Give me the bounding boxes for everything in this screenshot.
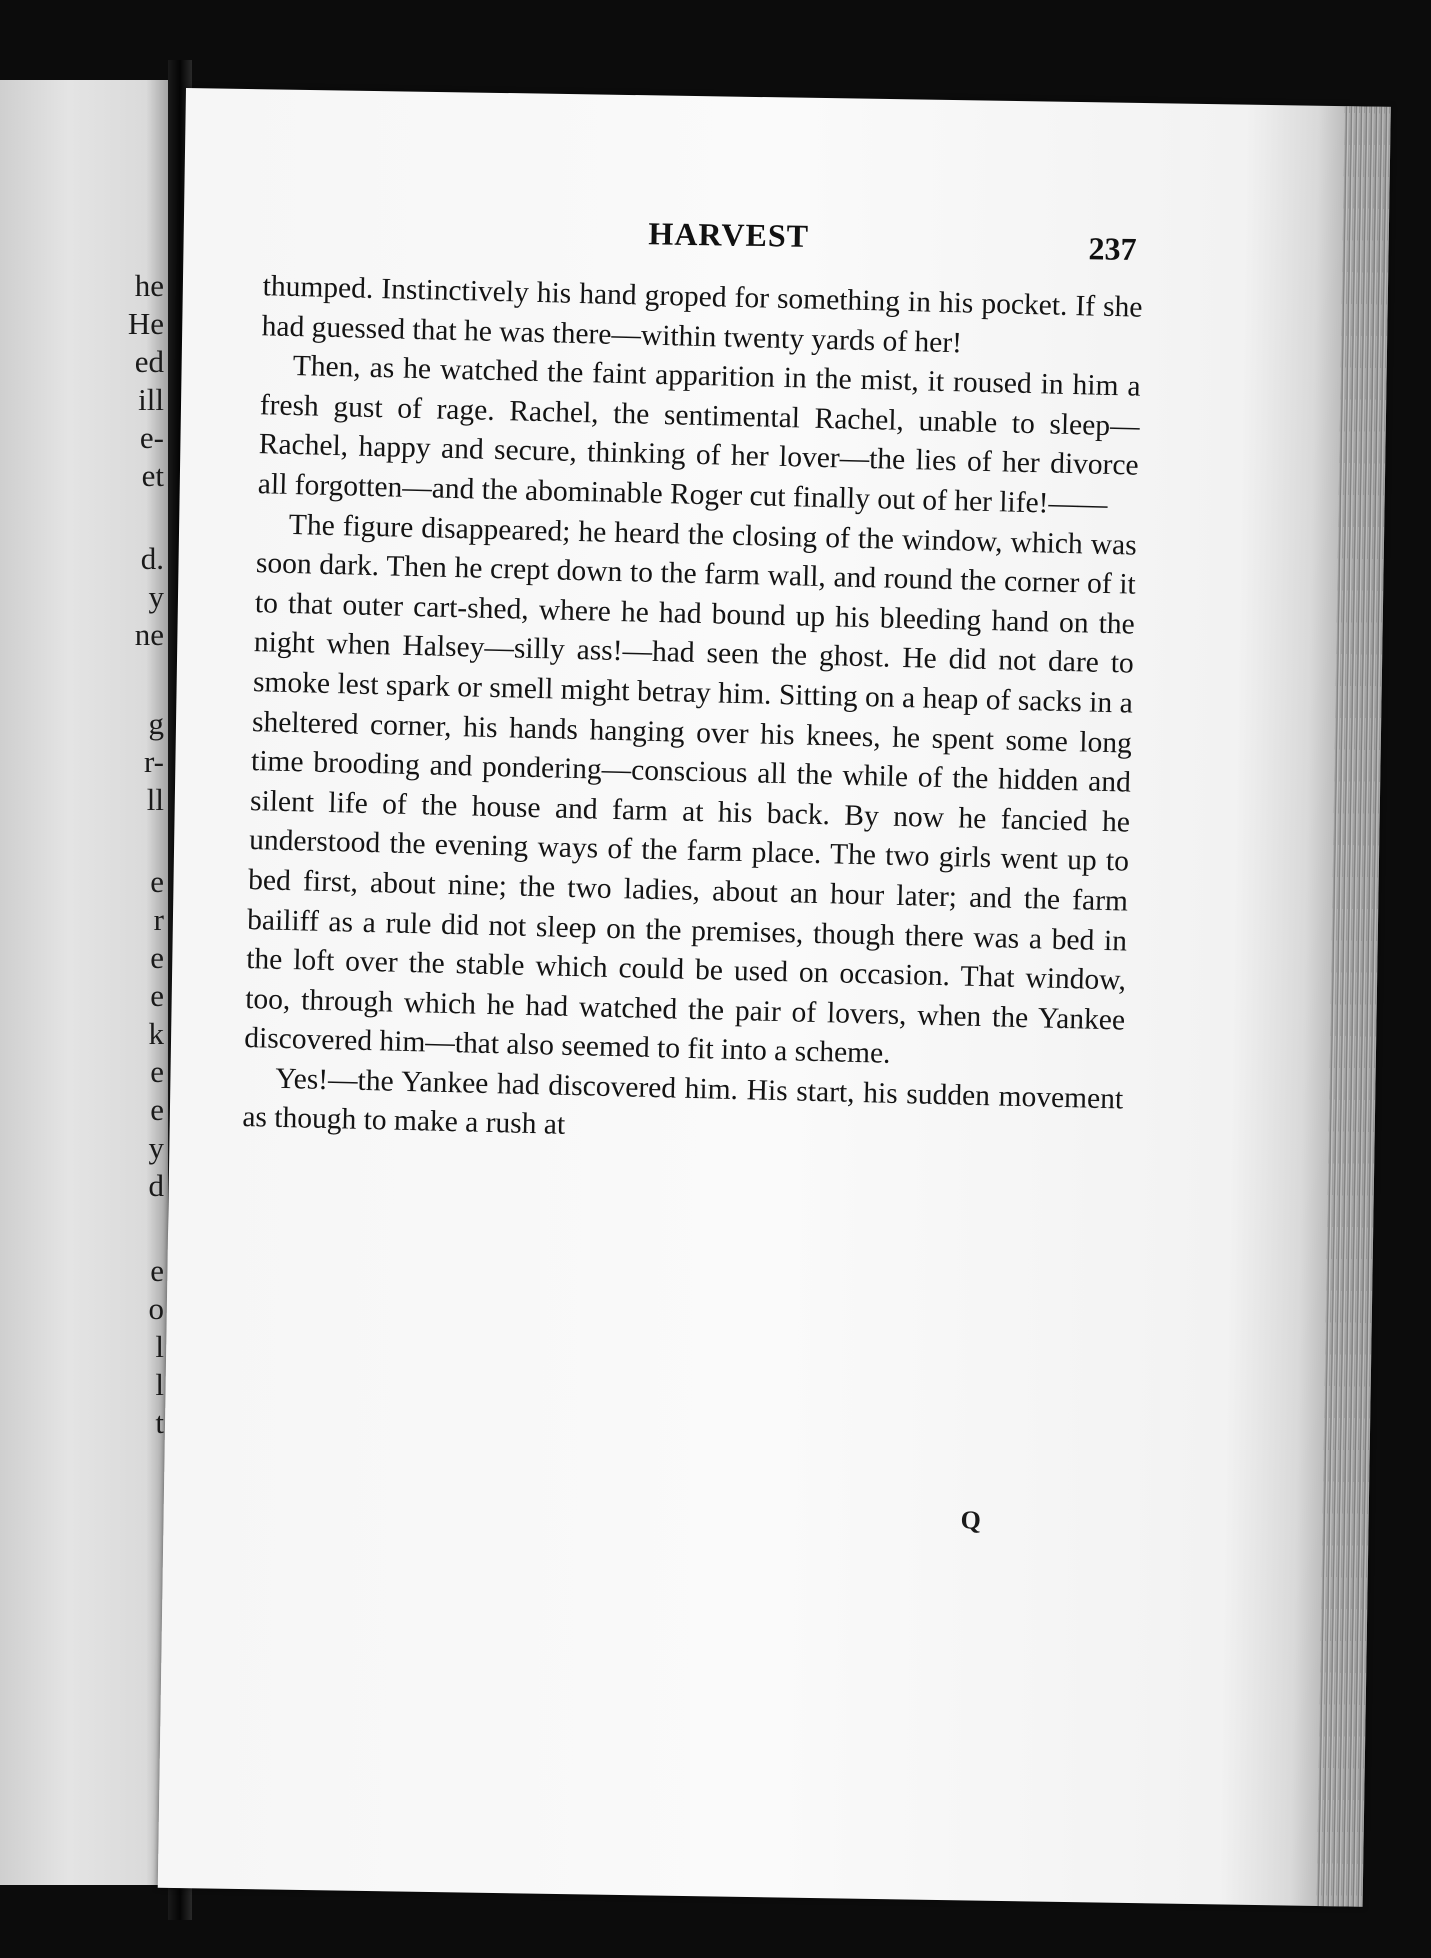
left-page-fragment: d xyxy=(148,1168,164,1203)
left-page-fragment: e xyxy=(150,1092,164,1127)
left-page-fragment: he xyxy=(134,268,164,303)
left-page-fragment: e xyxy=(150,940,164,975)
left-page-fragment: ed xyxy=(134,344,164,379)
left-page-fragment: e- xyxy=(139,420,164,455)
left-page-fragment: g xyxy=(148,706,164,741)
left-page-fragment: e xyxy=(150,978,164,1013)
signature-mark: Q xyxy=(960,1505,982,1535)
left-page-fragment: l xyxy=(155,1367,164,1402)
left-page-fragment: e xyxy=(150,1253,164,1288)
body-text xyxy=(242,267,1143,1159)
left-page-fragment: ill xyxy=(138,382,164,417)
left-page-fragment: y xyxy=(148,1130,164,1165)
left-page-fragment: ll xyxy=(146,782,164,817)
left-page-fragment: l xyxy=(155,1329,164,1364)
left-page-fragment: ne xyxy=(134,617,164,652)
left-page-fragment: e xyxy=(150,864,164,899)
left-page-fragment: et xyxy=(141,458,164,493)
right-page xyxy=(158,88,1391,1907)
paragraph-2: Then, as he watched the faint apparition in the mist, it roused in him a fresh gust of rage. Rachel, the sentimental Rachel, unable to sleep—Rachel, happy and secure, thinking of her lover—the lies of her divorce all forgotten—and the abominable Roger cut finally out of her life!—— xyxy=(257,350,1141,521)
running-head: HARVEST xyxy=(648,215,810,254)
left-page-fragment: r xyxy=(153,902,164,937)
left-page-fragment: t xyxy=(155,1405,164,1440)
page-edge xyxy=(1317,106,1391,1907)
left-page-fragment: d. xyxy=(140,541,164,576)
left-page-fragment: y xyxy=(148,579,164,614)
left-page-fragment: e xyxy=(150,1054,164,1089)
page-number: 237 xyxy=(1088,230,1137,267)
paragraph-3: The figure disappeared; he heard the closing of the window, which was soon dark. Then he crept down to the farm wall, and round the corner of it to that outer cart-shed, where he had bound up his bleeding hand on the night when Halsey—silly ass!—had seen the ghost. He did not dare to smoke lest spark or smell might betray him. Sitting on a heap of sacks in a sheltered corner, his hands hanging over his knees, he spent some long time brooding and pondering—conscious all the while of the hidden and silent life of the house and farm at his back. By now he fancied he understood the evening ways of the farm place. The two girls went up to bed first, about nine; the two ladies, about an hour later; and the farm bailiff as a rule did not sleep on the premises, though there was a bed in the loft over the stable which could be used on occasion. That window, too, through which he had watched the pair of lovers, when the Yankee discovered him—that also seemed to fit into a scheme. xyxy=(243,508,1138,1071)
left-page-fragment: o xyxy=(148,1291,164,1326)
paragraph-1: thumped. Instinctively his hand groped for something in his pocket. If she had guessed that he was there—within twenty yards of her! xyxy=(261,270,1143,359)
left-page-fragment: r- xyxy=(143,744,164,779)
left-page-fragment: He xyxy=(127,306,164,341)
paragraph-4: Yes!—the Yankee had discovered him. His start, his sudden movement as though to make a rush at xyxy=(242,1062,1124,1142)
left-page xyxy=(0,80,172,1885)
left-page-fragment: k xyxy=(148,1016,164,1051)
